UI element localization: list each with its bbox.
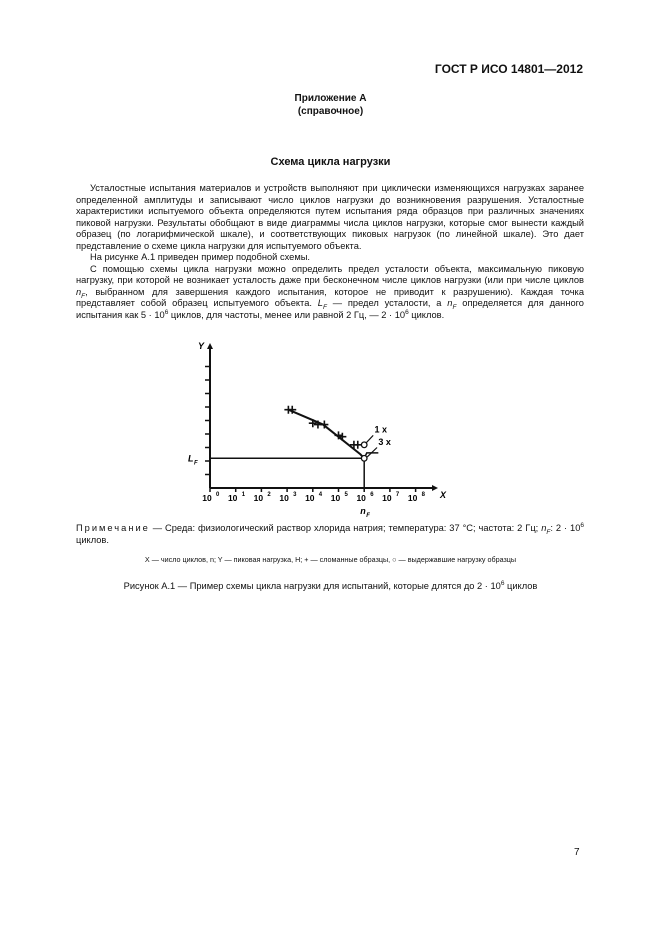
note-text-a: — Среда: физиологический раствор хлорида натрия; температура: 37 °С; частота: 2 Гц; (149, 523, 542, 533)
exp-2: 6 (405, 308, 409, 316)
annotation-leader (366, 435, 373, 442)
x-tick-label: 10 (330, 493, 341, 503)
nf-label-sub: F (366, 513, 370, 519)
x-tick-label: 10 (202, 493, 212, 503)
paragraph-1: Усталостные испытания материалов и устройств выполняют при циклически изменяющихся нагрузках заранее определенной амплитуды и записывают число циклов нагрузки до возникновения разрушения. Усталостные характеристики испытуемого объекта определяются путем испытания ряда образцов при различных значениях пиковой нагрузки. Результаты обобщают в виде диаграммы числа циклов нагрузки, которые смог вынести каждый образец (по логарифмической шкале), и соответствующих пиковых нагрузок (по линейной шкале). Это дает представление о схеме цикла нагрузки для испытуемого объекта. (76, 183, 584, 251)
lf-label: L (188, 453, 194, 464)
annex-title: Приложение А (294, 93, 367, 104)
trend-line (288, 410, 364, 459)
x-tick-label: 10 (227, 493, 238, 503)
nf-symbol-2: $n_F$ (447, 298, 457, 311)
y-axis-arrow-icon (207, 343, 213, 349)
lf-symbol: $L_F$ (317, 298, 327, 311)
note-label: Примечание (76, 523, 150, 533)
x-tick-exponent: 6 (370, 492, 374, 498)
p3-part-e: циклов, для частоты, менее или равной 2 Гц, — 2 · 10 (168, 309, 406, 320)
x-tick-exponent: 8 (421, 492, 425, 498)
x-tick-exponent: 5 (344, 492, 348, 498)
x-axis-label: X (440, 490, 447, 500)
x-tick-exponent: 3 (293, 492, 297, 498)
page-number: 7 (574, 847, 580, 858)
x-tick-label: 10 (279, 493, 289, 503)
sn-chart (180, 333, 450, 523)
p3-part-f: циклов. (408, 309, 445, 320)
p3-part-b: , выбранном для завершения каждого испытания, которое не приводит к разрушению). Каждая точка представляет собой образец испытуемого объекта. (76, 286, 584, 308)
x-tick-exponent: 2 (267, 492, 271, 498)
lf-label-sub: F (194, 460, 198, 467)
x-tick-exponent: 0 (216, 492, 220, 498)
x-tick-label: 10 (407, 493, 418, 503)
figure-a1 (180, 333, 450, 528)
section-title: Схема цикла нагрузки (270, 156, 391, 168)
y-axis-label: Y (198, 341, 205, 351)
note-nf-symbol: $n_F$ (541, 523, 551, 536)
annotation-label: 3 x (378, 436, 391, 447)
note-text-c: циклов. (76, 535, 109, 545)
caption-tail: циклов (504, 581, 538, 591)
legend-text-a: X — число циклов, n; Y — пиковая нагрузка, Н; + — сломанные образцы, (144, 555, 393, 564)
runout-specimen-point (361, 456, 367, 462)
p3-part-c: — предел усталости, а (326, 298, 448, 308)
body-text (76, 183, 584, 321)
note-exp: 6 (580, 521, 584, 529)
paragraph-3 (76, 264, 584, 322)
broken-specimen-point (354, 441, 362, 449)
annotation-label: 1 x (374, 424, 387, 435)
p3-part-a: С помощью схемы цикла нагрузки можно определить предел усталости объекта, максимальную пиковую нагрузку, при которой не возникает усталость даже при бесконечном числе циклов нагрузки (или при числе циклов (76, 263, 584, 285)
x-tick-label: 10 (356, 493, 366, 503)
standard-header: ГОСТ Р ИСО 14801—2012 (434, 62, 583, 76)
paragraph-2: На рисунке А.1 приведен пример подобной схемы. (90, 252, 310, 262)
broken-specimen-point (338, 433, 346, 441)
x-tick-label: 10 (382, 493, 392, 503)
legend-text-b: — выдержавшие нагрузку образцы (396, 555, 517, 564)
runout-circle-icon: ○ (392, 555, 397, 564)
exp-1: 6 (164, 308, 169, 316)
figure-legend (0, 555, 661, 564)
nf-symbol: $n_F$ (76, 286, 86, 300)
x-tick-exponent: 4 (318, 492, 323, 498)
caption-text: Рисунок А.1 — Пример схемы цикла нагрузки для испытаний, которые длятся до 2 · 10 (123, 581, 501, 591)
annex-status: (справочное) (297, 106, 364, 117)
runout-specimen-point (361, 442, 367, 448)
x-axis-arrow-icon (432, 485, 438, 491)
x-tick-exponent: 1 (241, 492, 246, 498)
p3-part-d: определяется для данного испытания как 5 · 10 (76, 298, 584, 320)
annex-heading (0, 92, 661, 118)
nf-label: n (360, 506, 366, 516)
x-tick-label: 10 (253, 493, 264, 503)
x-tick-label: 10 (305, 493, 315, 503)
x-tick-exponent: 7 (395, 492, 400, 498)
figure-caption (0, 581, 661, 591)
figure-note (76, 522, 584, 546)
note-text-b: : 2 · 10 (550, 523, 581, 533)
caption-exp: 6 (500, 579, 505, 587)
